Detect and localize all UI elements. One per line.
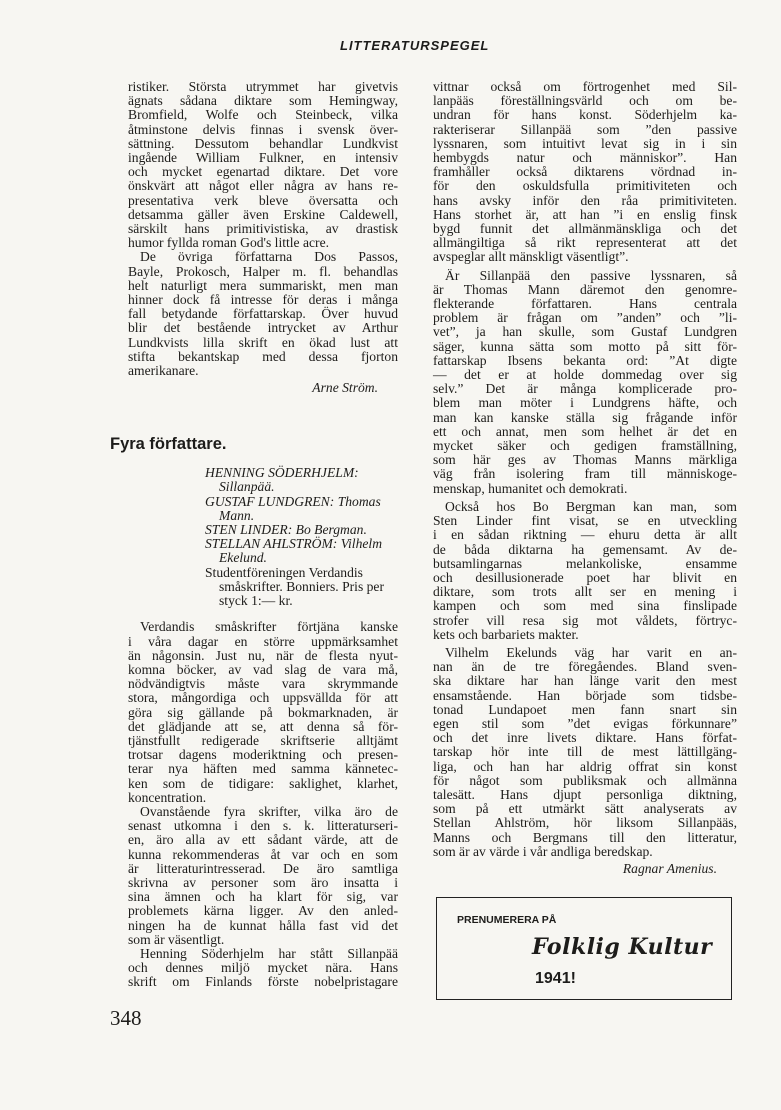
text-line: kets och barbariets makter. xyxy=(433,626,579,642)
book-author: GUSTAF LUNDGREN: xyxy=(205,493,335,509)
text-line: rakteriserar Sillanpää som ”den passive xyxy=(433,121,737,137)
text-line: lyssnaren, som intuitivt levat sig in i sin xyxy=(433,135,737,151)
book-title: Thomas Mann. xyxy=(219,493,381,523)
right-column-wrapper xyxy=(433,80,737,1000)
text-line: fall betydande författarskap. Över huvud xyxy=(128,306,398,322)
text-line: för den oskuldsfulla primitiviteten och xyxy=(433,178,737,194)
text-line: vittnar också om förtrogenhet med Sil- xyxy=(433,79,737,94)
text-line: mycket säker och gedigen framställning, xyxy=(433,438,737,454)
text-line: önskvärt att något eller några av hans re- xyxy=(128,178,398,194)
book-author: STEN LINDER: xyxy=(205,522,293,538)
text-line: ensamstående. Han började som tidsbe- xyxy=(433,687,737,703)
text-line: tonad Lundapoet men fann snart sin xyxy=(433,701,737,717)
publication-info: Studentföreningen Verdandis småskrifter. Bonniers. Pris per styck 1:— kr. xyxy=(205,564,384,609)
text-line: diktare, som trots allt ser en mening i xyxy=(433,584,737,600)
page-number: 348 xyxy=(110,1005,142,1030)
book-entry xyxy=(205,495,398,523)
signature-ragnar-amenius: Ragnar Amenius. xyxy=(622,860,717,876)
ad-title-logo: Folklig Kultur xyxy=(532,933,713,960)
text-line: göra sig gällande på bokmarknaden, är xyxy=(128,704,398,720)
text-line: är litteraturintresserad. De äro samtliga xyxy=(128,860,398,876)
text-line: och dennes miljö mycket nära. Hans xyxy=(128,960,398,976)
paragraph xyxy=(128,620,398,805)
text-line: de båda diktarna ha gemensamt. Av de- xyxy=(433,541,737,557)
text-line: säger, kunna sätta som motto på sitt för- xyxy=(433,338,737,354)
text-line: sina ämnen och ha klart för sig, var xyxy=(128,889,398,905)
section-heading: Fyra författare. xyxy=(110,435,227,454)
text-line: åtminstone delvis finnas i svensk över- xyxy=(128,121,398,137)
text-line: Sten Linder fint visat, se en utveckling xyxy=(433,513,737,529)
text-line: talesätt. Hans djupt personliga diktning, xyxy=(433,786,737,802)
text-line: Bromfield, Wolfe och Steinbeck, vilka xyxy=(128,107,398,123)
text-line: hinner dock få intresse för deras i många xyxy=(128,292,398,308)
text-line: som är av värde i vår andliga beredskap. xyxy=(433,843,653,859)
text-line: menskap, humanitet och demokrati. xyxy=(433,480,628,496)
text-line: Också hos Bo Bergman kan man, som xyxy=(445,498,737,514)
text-line: terar nya häften med samma kännetec- xyxy=(128,761,398,777)
text-line: Stellan Ahlström, hör liksom Sillanpääs, xyxy=(433,815,737,831)
text-line: koncentration. xyxy=(128,789,207,805)
right-column xyxy=(433,80,737,859)
text-line: Manns och Bergmans till den litteratur, xyxy=(433,829,737,845)
text-line: egen stil som ”det evigas förkunnare” xyxy=(433,715,737,731)
text-line: Vilhelm Ekelunds väg har varit en an- xyxy=(445,644,737,660)
text-line: som här ges av Thomas Manns märkliga xyxy=(433,452,737,468)
text-line: är Thomas Mann däremot den genomre- xyxy=(433,281,737,297)
text-line: särskilt hans primitivistiska, av drastisk xyxy=(128,221,398,237)
text-line: presentativa verk bleve översatta och xyxy=(128,192,398,208)
book-title: Sillanpää. xyxy=(219,479,275,495)
text-line: ingående William Fulkner, en intensiv xyxy=(128,150,398,166)
text-line: Bayle, Prokosch, Halper m. fl. behandlas xyxy=(128,263,398,279)
paragraph xyxy=(433,269,737,496)
text-line: avspeglar allt mänskligt väsentligt”. xyxy=(433,249,629,265)
running-head: LITTERATURSPEGEL xyxy=(340,38,490,53)
text-line: ägnats sådana diktare som Hemingway, xyxy=(128,93,398,109)
paragraph xyxy=(128,805,398,947)
text-line: Lundkvists lilla skrift en ökad lust att xyxy=(128,334,398,350)
text-line: flekterande författaren. Hans centrala xyxy=(433,296,737,312)
text-line: bygd funnit det allmänmänskliga och det xyxy=(433,221,737,237)
text-line: ett och annat, men som helhet är det en xyxy=(433,423,737,439)
text-line: ristiker. Största utrymmet har givetvis xyxy=(128,79,398,94)
text-line: detsamma gäller även Erskine Caldewell, xyxy=(128,206,398,222)
ad-year: 1941! xyxy=(535,969,576,987)
left-column-review-start xyxy=(128,620,398,989)
text-line: Är Sillanpää den passive lyssnaren, så xyxy=(445,267,737,283)
text-line: kampen och som med sina finslipade xyxy=(433,598,737,614)
text-line: blir det bestående intrycket av Arthur xyxy=(128,320,398,336)
text-line: selv.” Det är många komplicerade pro- xyxy=(433,381,737,397)
text-line: hans avsky inför den råa primitiviteten. xyxy=(433,192,737,208)
text-line: än någonsin. Just nu, när de flesta nyut- xyxy=(128,647,398,663)
text-line: trotsar dagens moderiktning och presen- xyxy=(128,747,398,763)
text-line: Verdandis småskrifter förtjäna kanske xyxy=(140,619,398,635)
subscription-ad xyxy=(436,897,732,1000)
text-line: en, äro alla av ett sådant värde, att de xyxy=(128,832,398,848)
text-line: humor fyllda roman God's little acre. xyxy=(128,235,330,251)
text-line: väg från isolering fram till människoge- xyxy=(433,466,737,482)
text-line: vet”, ja han skulle, som Gustaf Lundgren xyxy=(433,324,737,340)
book-author: STELLAN AHLSTRÖM: xyxy=(205,536,338,552)
text-line: och mycket egenartad diktare. Det vore xyxy=(128,164,398,180)
text-line: problem är frågan om ”anden” och ”li- xyxy=(433,310,737,326)
paragraph xyxy=(433,500,737,642)
text-line: strofer vill resa sig mot våldets, förtryc- xyxy=(433,612,737,628)
text-line: nan än de tre föregåendes. Bland sven- xyxy=(433,659,737,675)
text-line: problemets kärna ligger. Av den anled- xyxy=(128,903,398,919)
text-line: i våra dagar en större uppmärksamhet xyxy=(128,633,398,649)
text-line: Henning Söderhjelm har stått Sillanpää xyxy=(140,945,398,961)
paragraph xyxy=(433,80,737,265)
text-line: lanpääs föreställningsvärld och om be- xyxy=(433,93,737,109)
text-line: allmängiltiga så rikt representerat att det xyxy=(433,235,737,251)
text-line: helt naturligt mera summariskt, men man xyxy=(128,277,398,293)
text-line: senast utkomna i den s. k. litteraturseri- xyxy=(128,818,398,834)
text-line: och desillusionerade poet har blivit en xyxy=(433,569,737,585)
signature-arne-strom: Arne Ström. xyxy=(312,380,378,396)
text-line: undran för hans konst. Söderhjelm ka- xyxy=(433,107,737,123)
text-line: och det inre livets diktare. Hans förfat- xyxy=(433,730,737,746)
paragraph xyxy=(128,250,398,378)
text-line: kunna rekommenderas åt var och en som xyxy=(128,846,398,862)
text-line: sättning. Dessutom behandlar Lundkvist xyxy=(128,135,398,151)
text-line: det glädjande att se, att denna så för- xyxy=(128,718,398,734)
text-line: man kan kanske ställa sig frågande inför xyxy=(433,409,737,425)
text-line: skrift om Finlands förste nobelpristagare xyxy=(128,974,398,990)
left-column-review-end xyxy=(128,80,398,378)
book-entry xyxy=(205,537,398,565)
text-line: nödvändigtvis måste vara skrymmande xyxy=(128,676,398,692)
text-line: De övriga författarna Dos Passos, xyxy=(140,249,398,265)
text-line: stifta bekantskap med dessa fjorton xyxy=(128,348,398,364)
text-line: skrivna av personer som äro insatta i xyxy=(128,874,398,890)
text-line: — det er at holde dommedag over sig xyxy=(433,367,737,383)
text-line: som är väsentligt. xyxy=(128,931,225,947)
text-line: för något som publiksmak och allmänna xyxy=(433,772,737,788)
text-line: Hans storhet är, att han ”i en enslig finsk xyxy=(433,206,737,222)
text-line: blem man möter i Lundgrens häfte, och xyxy=(433,395,737,411)
book-title: Vilhelm Ekelund. xyxy=(219,536,383,566)
ad-prefix: PRENUMERERA PÅ xyxy=(457,913,557,926)
text-line: fattarskap Ibsens bekanta ord: ”At digte xyxy=(433,352,737,368)
text-line: ken som de tidigare: saklighet, klarhet, xyxy=(128,775,398,791)
text-line: stora, mångordiga och uppsvällda för att xyxy=(128,690,398,706)
paragraph xyxy=(128,80,398,250)
text-line: tjänstfullt redigerade skriftserie alltjämt xyxy=(128,732,398,748)
text-line: som på ett utmärkt sätt analyserats av xyxy=(433,801,737,817)
paragraph xyxy=(433,646,737,859)
text-line: Ovanstående fyra skrifter, vilka äro de xyxy=(140,803,398,819)
text-line: i en sådan riktning — ehuru detta är allt xyxy=(433,527,737,543)
book-entry xyxy=(205,466,398,494)
text-line: framhåller också diktarens vördnad in- xyxy=(433,164,737,180)
text-line: ningen ha de kunnat hålla fast vid det xyxy=(128,917,398,933)
text-line: komna böcker, av vad slag de vara må, xyxy=(128,661,398,677)
text-line: hembygds natur och människor”. Han xyxy=(433,150,737,166)
book-title: Bo Bergman. xyxy=(295,522,367,538)
text-line: amerikanare. xyxy=(128,363,199,379)
paragraph xyxy=(128,947,398,990)
left-column-wrapper xyxy=(110,79,398,1030)
text-line: butsamlingarnas melankoliske, ensamme xyxy=(433,555,737,571)
text-line: ska diktare har han länge varit den mest xyxy=(433,673,737,689)
book-author: HENNING SÖDERHJELM: xyxy=(205,465,359,481)
text-line: tarskap hör inte till de mest lättillgäng- xyxy=(433,744,737,760)
book-list xyxy=(205,466,398,608)
text-line: liga, och han har aldrig offrat sin konst xyxy=(433,758,737,774)
